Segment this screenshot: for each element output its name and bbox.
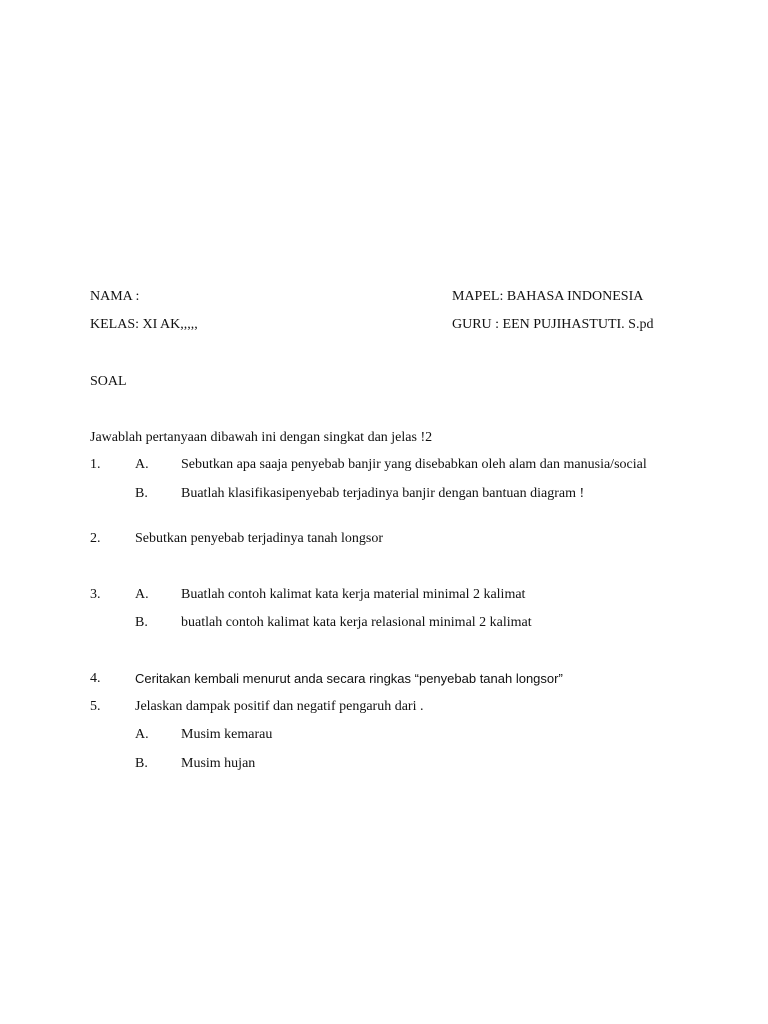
mapel-label: MAPEL: BAHASA INDONESIA [452,289,644,304]
question-5b-label: B. [135,756,148,771]
question-3b-text: buatlah contoh kalimat kata kerja relasional minimal 2 kalimat [181,615,532,630]
instruction-text: Jawablah pertanyaan dibawah ini dengan singkat dan jelas !2 [90,430,433,445]
question-4-text: Ceritakan kembali menurut anda secara ringkas “penyebab tanah longsor” [135,671,563,686]
question-number-3: 3. [90,587,101,602]
nama-label: NAMA : [90,289,140,304]
soal-title: SOAL [90,374,127,389]
question-3a-label: A. [135,587,149,602]
question-1a-label: A. [135,457,149,472]
question-2-text: Sebutkan penyebab terjadinya tanah longsor [135,531,384,546]
question-5a-text: Musim kemarau [181,727,273,742]
question-1b-label: B. [135,486,148,501]
question-number-5: 5. [90,699,101,714]
question-number-4: 4. [90,671,101,686]
question-number-1: 1. [90,457,101,472]
question-5-text: Jelaskan dampak positif dan negatif pengaruh dari . [135,699,424,714]
question-number-2: 2. [90,531,101,546]
guru-label: GURU : EEN PUJIHASTUTI. S.pd [452,317,654,332]
question-1a-text: Sebutkan apa saaja penyebab banjir yang disebabkan oleh alam dan manusia/social [181,457,647,472]
question-3a-text: Buatlah contoh kalimat kata kerja material minimal 2 kalimat [181,587,526,602]
kelas-label: KELAS: XI AK,,,,, [90,317,198,332]
question-1b-text: Buatlah klasifikasipenyebab terjadinya banjir dengan bantuan diagram ! [181,486,585,501]
question-5a-label: A. [135,727,149,742]
question-3b-label: B. [135,615,148,630]
question-5b-text: Musim hujan [181,756,256,771]
